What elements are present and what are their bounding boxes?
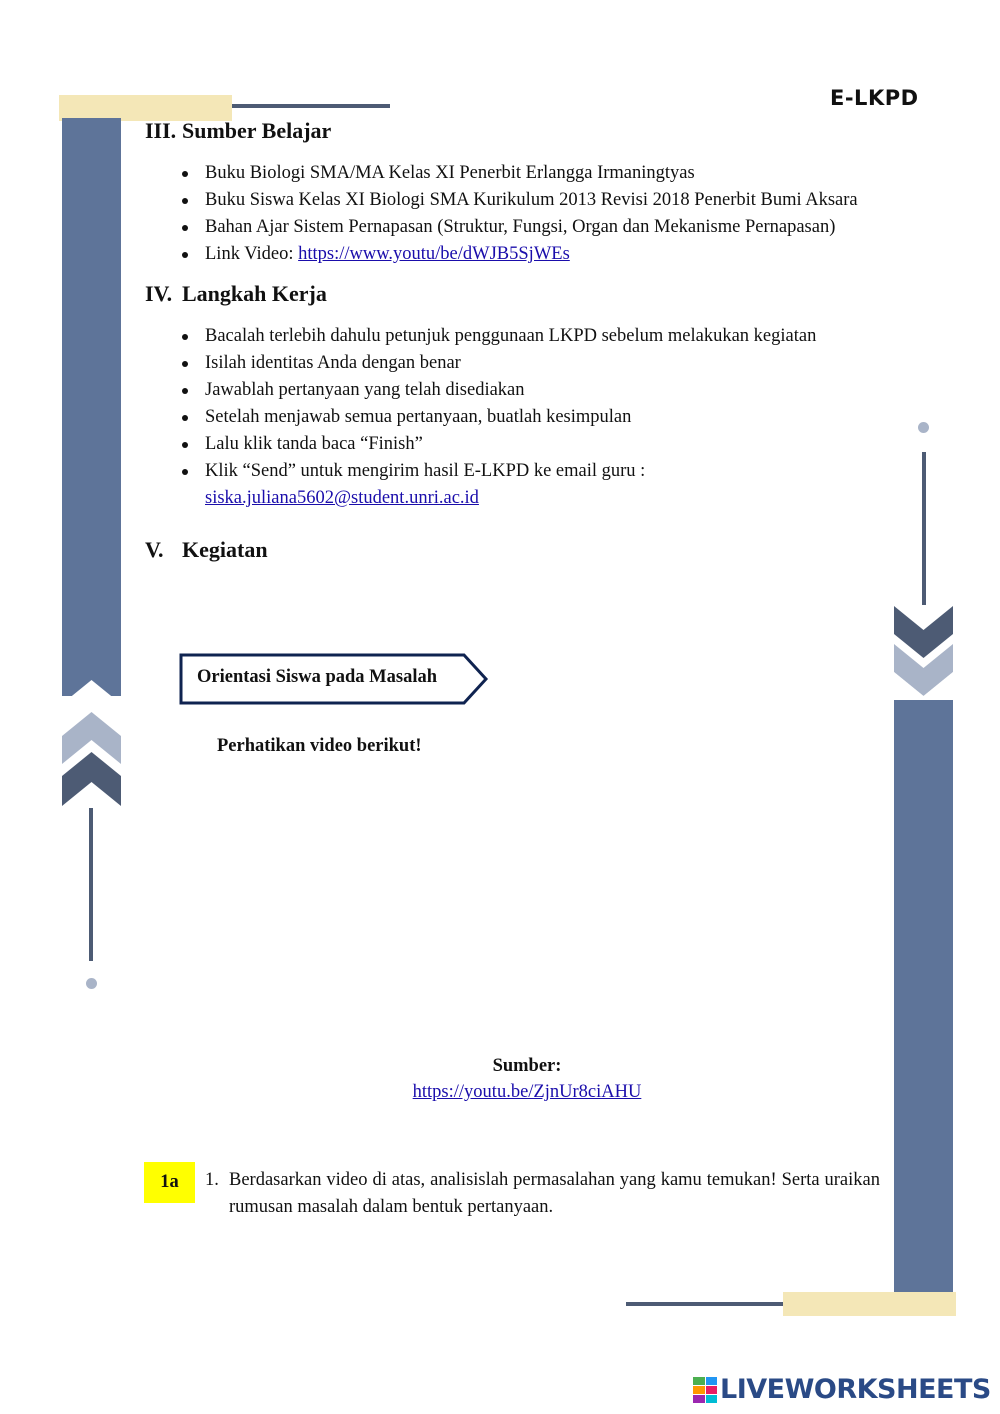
liveworksheets-logo xyxy=(693,1374,991,1405)
langkah-list xyxy=(145,323,880,512)
decorative-bar-right xyxy=(894,700,953,1292)
decorative-line-bottom xyxy=(626,1302,784,1306)
section-heading-sumber xyxy=(145,118,880,144)
question-text: Berdasarkan video di atas, analisislah permasalahan yang kamu temukan! Serta uraikan rumusan masalah dalam bentuk pertanyaan. xyxy=(229,1170,880,1217)
list-item: Lalu klik tanda baca “Finish” xyxy=(145,431,880,458)
question-badge: 1a xyxy=(144,1162,195,1203)
source-link[interactable]: https://youtu.be/ZjnUr8ciAHU xyxy=(412,1082,642,1102)
list-item: Jawablah pertanyaan yang telah disediakan xyxy=(145,377,880,404)
video-embed-area[interactable] xyxy=(180,770,880,1050)
decorative-dot-right xyxy=(918,422,929,433)
question-number: 1. xyxy=(205,1170,219,1190)
video-prefix: Link Video: xyxy=(205,244,299,264)
chevron-up-icon xyxy=(62,676,121,806)
send-instruction: Klik “Send” untuk mengirim hasil E-LKPD ke email guru : xyxy=(205,461,646,481)
list-item-video xyxy=(145,241,880,268)
logo-text: LIVEWORKSHEETS xyxy=(720,1374,991,1405)
list-item: Bacalah terlebih dahulu petunjuk penggunaan LKPD sebelum melakukan kegiatan xyxy=(145,323,880,350)
list-item-send xyxy=(145,458,880,512)
decorative-bar-left xyxy=(62,118,121,696)
decorative-dot-left xyxy=(86,978,97,989)
source-label: Sumber: xyxy=(492,1056,562,1076)
section-title: Langkah Kerja xyxy=(182,281,327,306)
decorative-line-left xyxy=(89,808,93,961)
video-instruction: Perhatikan video berikut! xyxy=(217,736,422,756)
list-item: Buku Siswa Kelas XI Biologi SMA Kurikulum 2013 Revisi 2018 Penerbit Bumi Aksara xyxy=(145,187,880,214)
list-item: Buku Biologi SMA/MA Kelas XI Penerbit Erlangga Irmaningtyas xyxy=(145,160,880,187)
worksheet-content xyxy=(145,118,880,563)
section-title: Kegiatan xyxy=(182,537,268,562)
section-title: Sumber Belajar xyxy=(182,118,332,143)
section-heading-kegiatan xyxy=(145,537,880,563)
section-number: III. xyxy=(145,118,177,143)
list-item: Isilah identitas Anda dengan benar xyxy=(145,350,880,377)
section-number: IV. xyxy=(145,281,173,306)
list-item: Setelah menjawab semua pertanyaan, buatlah kesimpulan xyxy=(145,404,880,431)
brand-title: E-LKPD xyxy=(830,86,919,110)
source-link-wrap xyxy=(0,1082,1000,1103)
email-link[interactable]: siska.juliana5602@student.unri.ac.id xyxy=(205,488,479,508)
decorative-line-top xyxy=(232,104,390,108)
list-item: Bahan Ajar Sistem Pernapasan (Struktur, Fungsi, Organ dan Mekanisme Pernapasan) xyxy=(145,214,880,241)
stage-label: Orientasi Siswa pada Masalah xyxy=(197,667,438,687)
video-link[interactable]: https://www.youtu/be/dWJB5SjWEs xyxy=(298,244,570,264)
section-heading-langkah xyxy=(145,281,880,307)
section-number: V. xyxy=(145,537,164,562)
sumber-list xyxy=(145,160,880,268)
logo-icon xyxy=(693,1377,717,1403)
decorative-tape-bottom xyxy=(783,1292,956,1316)
decorative-line-right xyxy=(922,452,926,605)
question-item xyxy=(205,1167,880,1221)
